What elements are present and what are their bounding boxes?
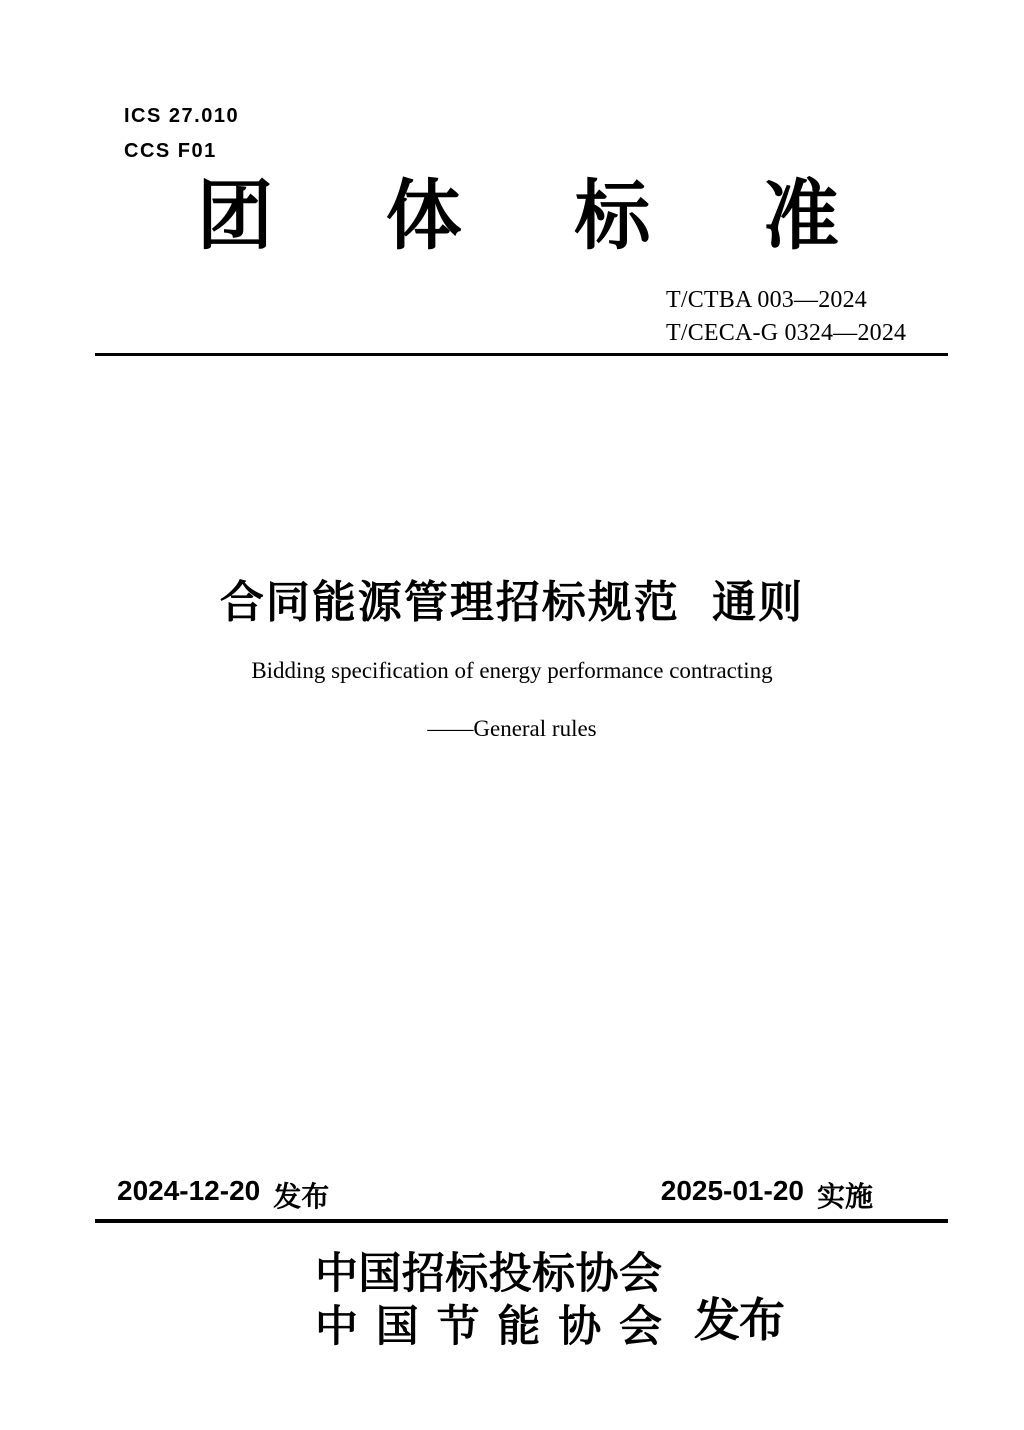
implementation-date: 2025-01-20 [660,1175,804,1206]
main-title-chinese: 合同能源管理招标规范 通则 [219,578,805,627]
classification-codes [124,99,239,169]
issue-date: 2024-12-20 [117,1175,261,1206]
document-type-heading: 团体标准 [197,174,839,259]
publisher-block [315,1248,662,1354]
ccs-code: CCS F01 [124,140,217,162]
issue-date-label: 发布 [273,1181,330,1212]
title-english: Bidding specification of energy performance contracting [251,658,773,683]
implementation-date-label: 实施 [816,1181,873,1212]
ics-code: ICS 27.010 [124,105,240,127]
issue-date-group [117,1175,329,1215]
standard-numbers [666,284,906,350]
publisher-second: 中国节能协会 [315,1304,662,1351]
subtitle-english: ——General rules [427,716,597,741]
publisher-first: 中国招标投标协会 [315,1251,662,1298]
standard-number-secondary: T/CECA-G 0324—2024 [666,320,907,346]
header-divider-line [95,353,948,356]
publish-action-label: 发布 [694,1295,784,1346]
standard-number-primary: T/CTBA 003—2024 [666,287,868,313]
footer-divider-line [95,1219,948,1223]
implementation-date-group [661,1175,873,1215]
